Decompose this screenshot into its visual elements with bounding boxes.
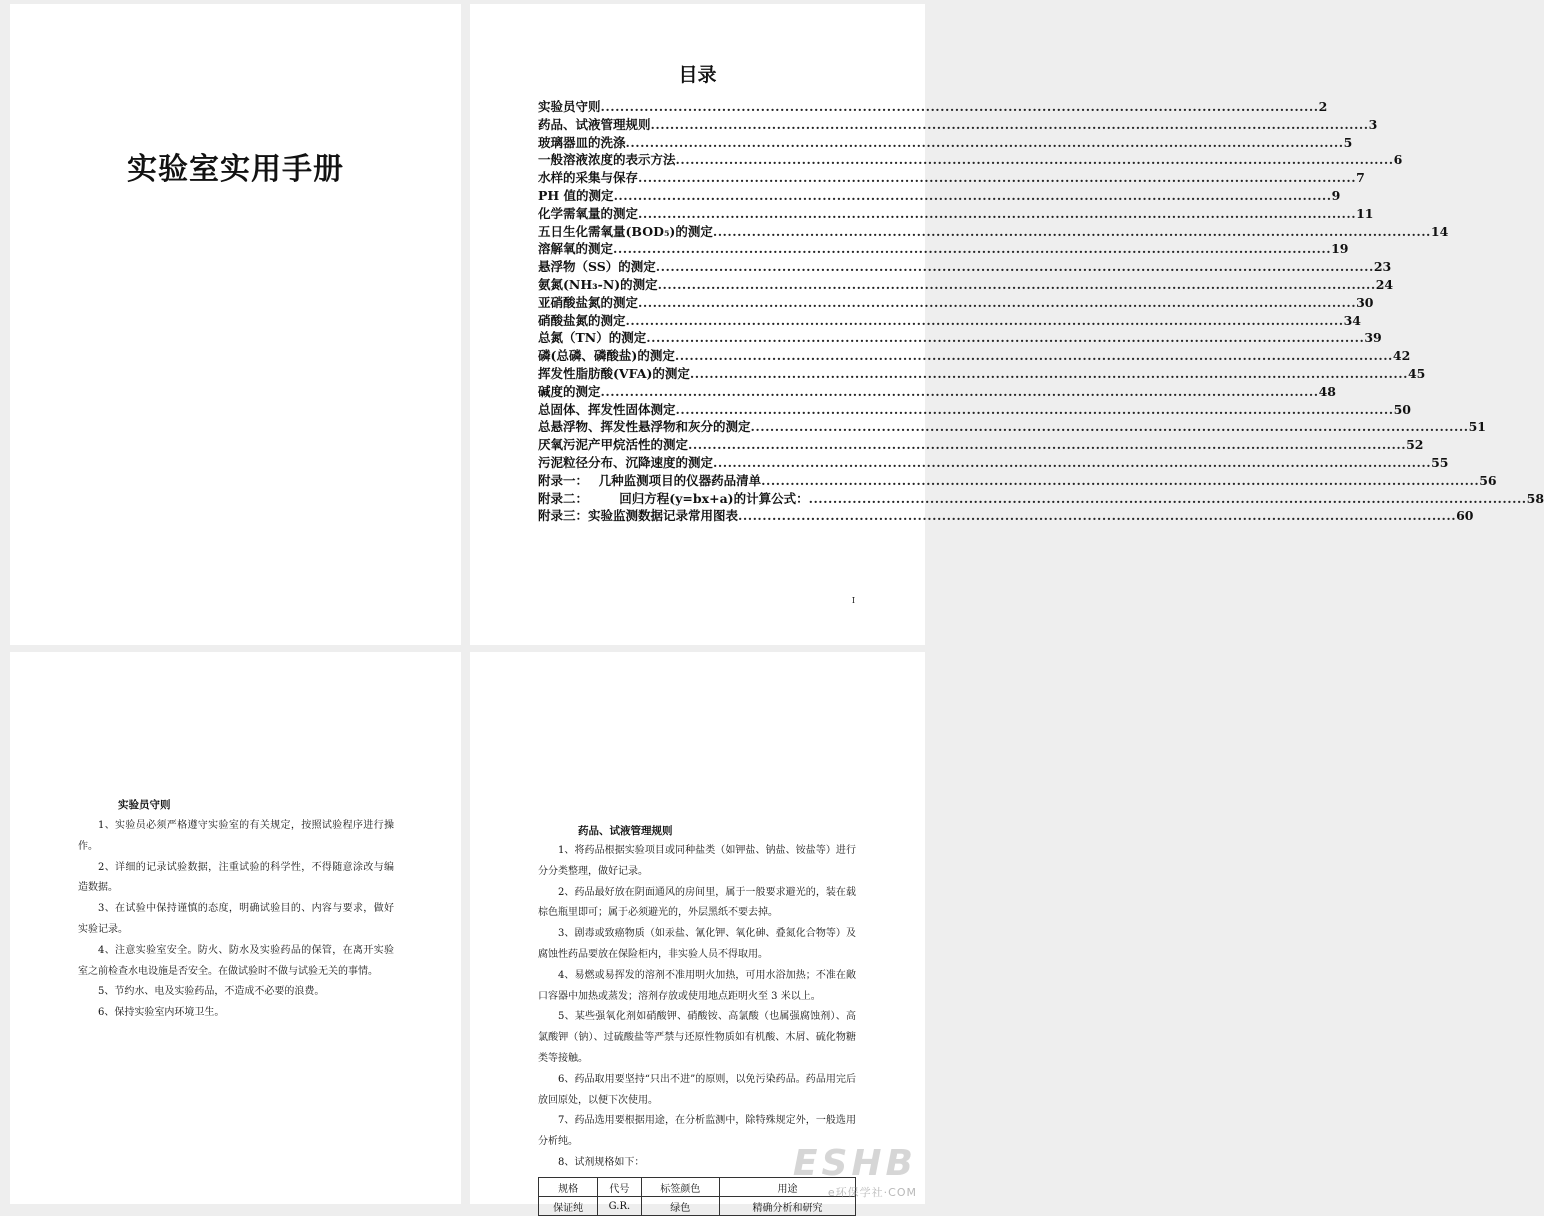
toc-leader-dots bbox=[751, 419, 1469, 434]
toc-entry-page: 45 bbox=[1407, 365, 1426, 381]
spec-table-wrap bbox=[470, 1176, 925, 1216]
toc-entry[interactable] bbox=[538, 257, 1392, 275]
toc-entry-page: 14 bbox=[1430, 223, 1449, 239]
toc-entry-page: 52 bbox=[1406, 437, 1424, 453]
toc-entry-page: 51 bbox=[1468, 419, 1486, 435]
toc-entry-title: 总悬浮物、挥发性悬浮物和灰分的测定 bbox=[538, 419, 751, 435]
toc-leader-dots bbox=[656, 259, 1374, 274]
toc-entry[interactable] bbox=[538, 489, 1544, 507]
paragraph: 6、药品取用要坚持“只出不进”的原则，以免污染药品。药品用完后放回原处，以便下次使用。 bbox=[538, 1073, 856, 1106]
toc-entry-page: 56 bbox=[1479, 472, 1497, 488]
toc-title: 目录 bbox=[678, 64, 717, 86]
toc-entry-page: 39 bbox=[1364, 330, 1382, 346]
toc-leader-dots bbox=[675, 348, 1393, 363]
toc-entry-title: 玻璃器皿的洗涤 bbox=[538, 134, 626, 150]
reagents-title: 药品、试液管理规则 bbox=[578, 825, 673, 837]
toc-leader-dots bbox=[626, 135, 1344, 150]
toc-entry[interactable] bbox=[538, 400, 1411, 418]
toc-entry[interactable] bbox=[538, 97, 1328, 115]
toc-entry-title: 污泥粒径分布、沉降速度的测定 bbox=[538, 454, 714, 470]
paragraph: 3、剧毒或致癌物质（如汞盐、氰化钾、氧化砷、叠氮化合物等）及腐蚀性药品要放在保险柜内，非实验人员不得取用。 bbox=[538, 928, 856, 960]
toc-entry[interactable] bbox=[538, 168, 1365, 186]
toc-leader-dots bbox=[713, 224, 1431, 239]
toc-entry-title: 硝酸盐氮的测定 bbox=[538, 312, 626, 328]
toc-entry[interactable] bbox=[538, 150, 1403, 168]
table-cell: 精确分析和研究 bbox=[720, 1197, 856, 1216]
table-header-cell: 规格 bbox=[539, 1178, 598, 1197]
toc-entry-title: 水样的采集与保存 bbox=[538, 170, 639, 186]
paragraph: 4、注意实验室安全。防火、防水及实验药品的保管，在离开实验室之前检查水电设施是否安全。在做试验时不做与试验无关的事情。 bbox=[78, 944, 394, 977]
paragraph: 2、药品最好放在阴面通风的房间里，属于一般要求避光的，装在载棕色瓶里即可；属于必须避光的，外层黑纸不要去掉。 bbox=[538, 886, 856, 919]
table-row bbox=[539, 1197, 856, 1216]
toc-entry-page: 48 bbox=[1318, 383, 1336, 399]
toc-leader-dots bbox=[713, 455, 1431, 470]
toc-entry[interactable] bbox=[538, 435, 1424, 453]
toc-entry-page: 34 bbox=[1343, 312, 1361, 328]
toc-entry[interactable] bbox=[538, 133, 1353, 151]
toc-leader-dots bbox=[738, 508, 1456, 523]
spec-table bbox=[538, 1177, 856, 1216]
toc-leader-dots bbox=[601, 99, 1319, 114]
toc-entry-title: 挥发性脂肪酸(VFA)的测定 bbox=[538, 365, 690, 381]
toc-entry-title: PH 值的测定 bbox=[538, 187, 614, 203]
cover-title: 实验室实用手册 bbox=[127, 152, 344, 187]
paragraph: 2、详细的记录试验数据，注重试验的科学性，不得随意涂改与编造数据。 bbox=[78, 861, 394, 894]
toc-entry[interactable] bbox=[538, 417, 1486, 435]
rules-title: 实验员守则 bbox=[118, 799, 171, 811]
page-number: I bbox=[851, 596, 855, 605]
toc-entry[interactable] bbox=[538, 471, 1497, 489]
toc-entry-page: 3 bbox=[1368, 116, 1378, 132]
toc-entry-title: 药品、试液管理规则 bbox=[538, 116, 651, 132]
toc-leader-dots bbox=[626, 313, 1344, 328]
reagents-page bbox=[470, 652, 925, 1214]
table-cell: 保证纯 bbox=[539, 1197, 598, 1216]
toc-entry[interactable] bbox=[538, 453, 1449, 471]
toc-entry-title: 一般溶液浓度的表示方法 bbox=[538, 152, 676, 168]
toc-leader-dots bbox=[809, 491, 1527, 506]
rules-body bbox=[78, 816, 394, 1024]
toc-entry[interactable] bbox=[538, 186, 1341, 204]
toc-entry[interactable] bbox=[538, 346, 1411, 364]
toc-leader-dots bbox=[658, 277, 1376, 292]
toc-entry-page: 11 bbox=[1356, 205, 1374, 221]
paragraph: 7、药品选用要根据用途，在分析监测中，除特殊规定外，一般选用分析纯。 bbox=[538, 1115, 856, 1148]
table-header-cell: 代号 bbox=[598, 1178, 641, 1197]
toc-leader-dots bbox=[676, 152, 1394, 167]
toc-entry-title: 亚硝酸盐氮的测定 bbox=[538, 294, 639, 310]
toc-entry[interactable] bbox=[538, 311, 1361, 329]
toc-leader-dots bbox=[614, 188, 1332, 203]
toc-entry[interactable] bbox=[538, 328, 1382, 346]
toc-entry-title: 总氮（TN）的测定 bbox=[538, 330, 647, 346]
toc-leader-dots bbox=[638, 295, 1356, 310]
toc-entry-page: 7 bbox=[1356, 170, 1365, 186]
toc-entry-page: 23 bbox=[1373, 259, 1392, 275]
toc-entry-page: 6 bbox=[1393, 152, 1403, 168]
rules-page bbox=[10, 652, 461, 1204]
toc-entry-title: 五日生化需氧量(BOD₅)的测定 bbox=[538, 223, 713, 239]
toc-leader-dots bbox=[613, 241, 1331, 256]
paragraph: 1、将药品根据实验项目或同种盐类（如钾盐、钠盐、铵盐等）进行分分类整理，做好记录。 bbox=[538, 845, 856, 877]
toc-entry[interactable] bbox=[538, 506, 1474, 524]
toc-entry-title: 溶解氧的测定 bbox=[538, 241, 614, 257]
toc-entry-page: 50 bbox=[1393, 401, 1411, 417]
toc-entry-page: 58 bbox=[1526, 490, 1544, 506]
paragraph: 8、试剂规格如下： bbox=[558, 1156, 645, 1168]
toc-entry-page: 55 bbox=[1431, 454, 1449, 470]
paragraph: 3、在试验中保持谨慎的态度，明确试验目的、内容与要求，做好实验记录。 bbox=[78, 903, 394, 935]
reagents-body bbox=[538, 841, 856, 1174]
toc-entry[interactable] bbox=[538, 382, 1336, 400]
table-header-cell: 标签颜色 bbox=[641, 1178, 720, 1197]
toc-leader-dots bbox=[646, 330, 1364, 345]
toc-leader-dots bbox=[638, 206, 1356, 221]
toc-entry-page: 2 bbox=[1318, 99, 1328, 114]
table-header-row bbox=[539, 1178, 856, 1197]
toc-entry-title: 化学需氧量的测定 bbox=[538, 205, 639, 221]
toc-entry[interactable] bbox=[538, 204, 1374, 222]
toc-entry-title: 实验员守则 bbox=[538, 99, 601, 114]
toc-entry-page: 60 bbox=[1456, 508, 1474, 524]
toc-entry-title: 悬浮物（SS）的测定 bbox=[538, 259, 656, 275]
toc-leader-dots bbox=[638, 170, 1356, 185]
toc-page bbox=[470, 4, 1544, 645]
cover-page bbox=[10, 4, 461, 645]
toc-entry-title: 氨氮(NH₃-N)的测定 bbox=[538, 276, 658, 292]
toc-entry[interactable] bbox=[538, 239, 1349, 257]
toc-leader-dots bbox=[761, 473, 1479, 488]
toc-leader-dots bbox=[690, 366, 1408, 381]
toc-entry-title: 附录二： 回归方程(y=bx+a)的计算公式： bbox=[538, 490, 809, 506]
toc-leader-dots bbox=[676, 402, 1394, 417]
table-cell: G.R. bbox=[598, 1197, 641, 1216]
paragraph: 4、易燃或易挥发的溶剂不准用明火加热，可用水浴加热；不准在敞口容器中加热或蒸发；溶剂存放或使用地点距明火至 3 米以上。 bbox=[538, 969, 856, 1002]
toc-entry-page: 19 bbox=[1331, 241, 1349, 257]
paragraph: 5、节约水、电及实验药品，不造成不必要的浪费。 bbox=[98, 986, 325, 998]
paragraph: 5、某些强氧化剂如硝酸钾、硝酸铵、高氯酸（也属强腐蚀剂）、高氯酸钾（钠）、过硫酸盐等严禁与还原性物质如有机酸、木屑、硫化物糖类等接触。 bbox=[538, 1011, 856, 1064]
table-cell: 绿色 bbox=[641, 1197, 720, 1216]
toc-entry-page: 30 bbox=[1356, 294, 1374, 310]
toc-leader-dots bbox=[688, 437, 1406, 452]
toc-entry[interactable] bbox=[538, 275, 1394, 293]
toc-leader-dots bbox=[651, 117, 1369, 132]
toc-entry-page: 42 bbox=[1392, 348, 1411, 364]
table-header-cell: 用途 bbox=[720, 1178, 856, 1197]
paragraph: 6、保持实验室内环境卫生。 bbox=[98, 1007, 225, 1019]
toc-leader-dots bbox=[601, 384, 1319, 399]
watermark-subtext: e环保学社·COM bbox=[827, 1186, 917, 1199]
toc-entry-title: 磷(总磷、磷酸盐)的测定 bbox=[538, 348, 675, 364]
toc-entry-title: 碱度的测定 bbox=[538, 383, 601, 399]
toc-entry[interactable] bbox=[538, 115, 1378, 133]
toc-entry-page: 5 bbox=[1343, 134, 1353, 150]
toc-entry-title: 厌氧污泥产甲烷活性的测定 bbox=[538, 437, 689, 453]
toc-list bbox=[538, 97, 1544, 524]
toc-entry-title: 附录一： 几种监测项目的仪器药品清单 bbox=[538, 472, 762, 488]
toc-entry-page: 24 bbox=[1375, 276, 1394, 292]
toc-entry-title: 附录三：实验监测数据记录常用图表 bbox=[538, 508, 739, 524]
toc-entry-title: 总固体、挥发性固体测定 bbox=[538, 401, 676, 417]
toc-entry[interactable] bbox=[538, 364, 1426, 382]
toc-entry[interactable] bbox=[538, 222, 1449, 240]
toc-entry[interactable] bbox=[538, 293, 1374, 311]
watermark-logo-text: ESHB bbox=[792, 1143, 917, 1184]
toc-entry-page: 9 bbox=[1331, 187, 1341, 203]
paragraph: 1、实验员必须严格遵守实验室的有关规定，按照试验程序进行操作。 bbox=[78, 820, 394, 852]
